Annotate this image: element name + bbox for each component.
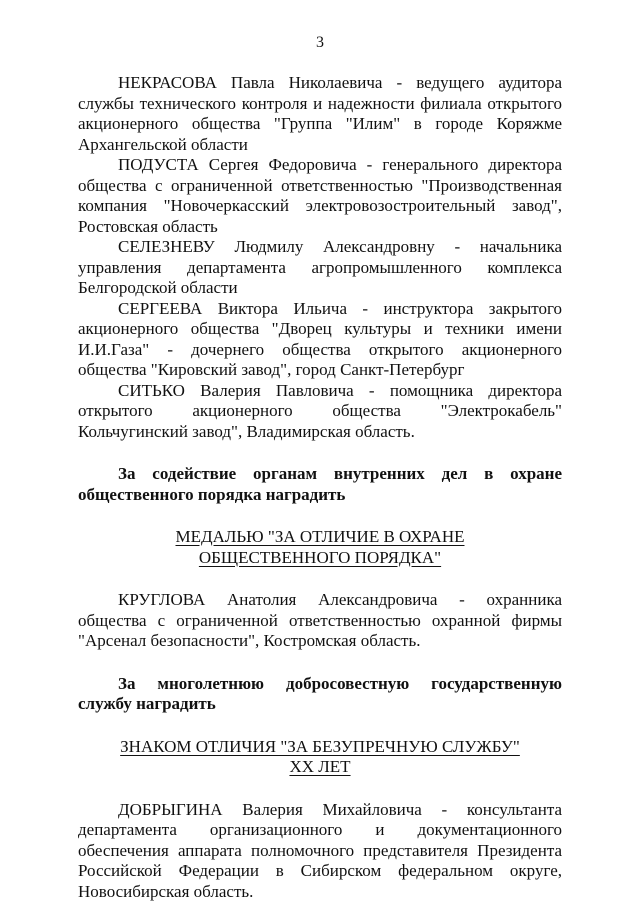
spacer — [78, 568, 562, 590]
award-recipient-nekrasov: НЕКРАСОВА Павла Николаевича - ведущего аудитора службы технического контроля и надежности филиала открытого акционерного общества "Группа "Илим" в городе Коряжме Архангельской области — [78, 73, 562, 154]
decree-state-service: За многолетнюю добросовестную государственную службу наградить — [78, 673, 562, 713]
award-recipient-sergeev: СЕРГЕЕВА Виктора Ильича - инструктора закрытого акционерного общества "Дворец культуры и техники имени И.И.Газа" - дочернего общества открытого акционерного общества "Кировский завод", город Санкт-Петербург — [78, 298, 562, 379]
award-title-medal-line-2: ОБЩЕСТВЕННОГО ПОРЯДКА" — [198, 547, 442, 567]
award-recipient-podust: ПОДУСТА Сергея Федоровича - генерального директора общества с ограниченной ответственностью "Производственная компания "Новочеркасский электровозостроительный завод", Ростовская область — [78, 155, 562, 236]
spacer — [78, 442, 562, 464]
decree-public-order: За содействие органам внутренних дел в охране общественного порядка наградить — [78, 464, 562, 504]
spacer — [78, 652, 562, 674]
page-number: 3 — [316, 34, 324, 51]
award-recipient-sitko: СИТЬКО Валерия Павловича - помощника директора открытого акционерного общества "Электрокабель" Кольчугинский завод", Владимирская область. — [78, 380, 562, 441]
award-title-medal-line-1: МЕДАЛЬЮ "ЗА ОТЛИЧИЕ В ОХРАНЕ — [175, 527, 465, 546]
award-title-badge-line-1: ЗНАКОМ ОТЛИЧИЯ "ЗА БЕЗУПРЕЧНУЮ СЛУЖБУ" — [120, 736, 520, 756]
spacer — [78, 505, 562, 527]
spacer — [78, 715, 562, 737]
award-recipient-dobrygin: ДОБРЫГИНА Валерия Михайловича - консультанта департамента организационного и документационного обеспечения аппарата полномочного представителя Президента Российской Федерации в Сибирском федеральном округе, Новосибирская область. — [78, 799, 562, 901]
award-recipient-selezneva: СЕЛЕЗНЕВУ Людмилу Александровну - начальника управления департамента агропромышленного комплекса Белгородской области — [78, 237, 562, 297]
award-title-badge-line-2: XX ЛЕТ — [289, 757, 351, 776]
spacer — [78, 778, 562, 800]
award-recipient-kruglov: КРУГЛОВА Анатолия Александровича - охранника общества с ограниченной ответственностью охранной фирмы "Арсенал безопасности", Костромская область. — [78, 590, 562, 650]
document-body — [78, 73, 562, 902]
